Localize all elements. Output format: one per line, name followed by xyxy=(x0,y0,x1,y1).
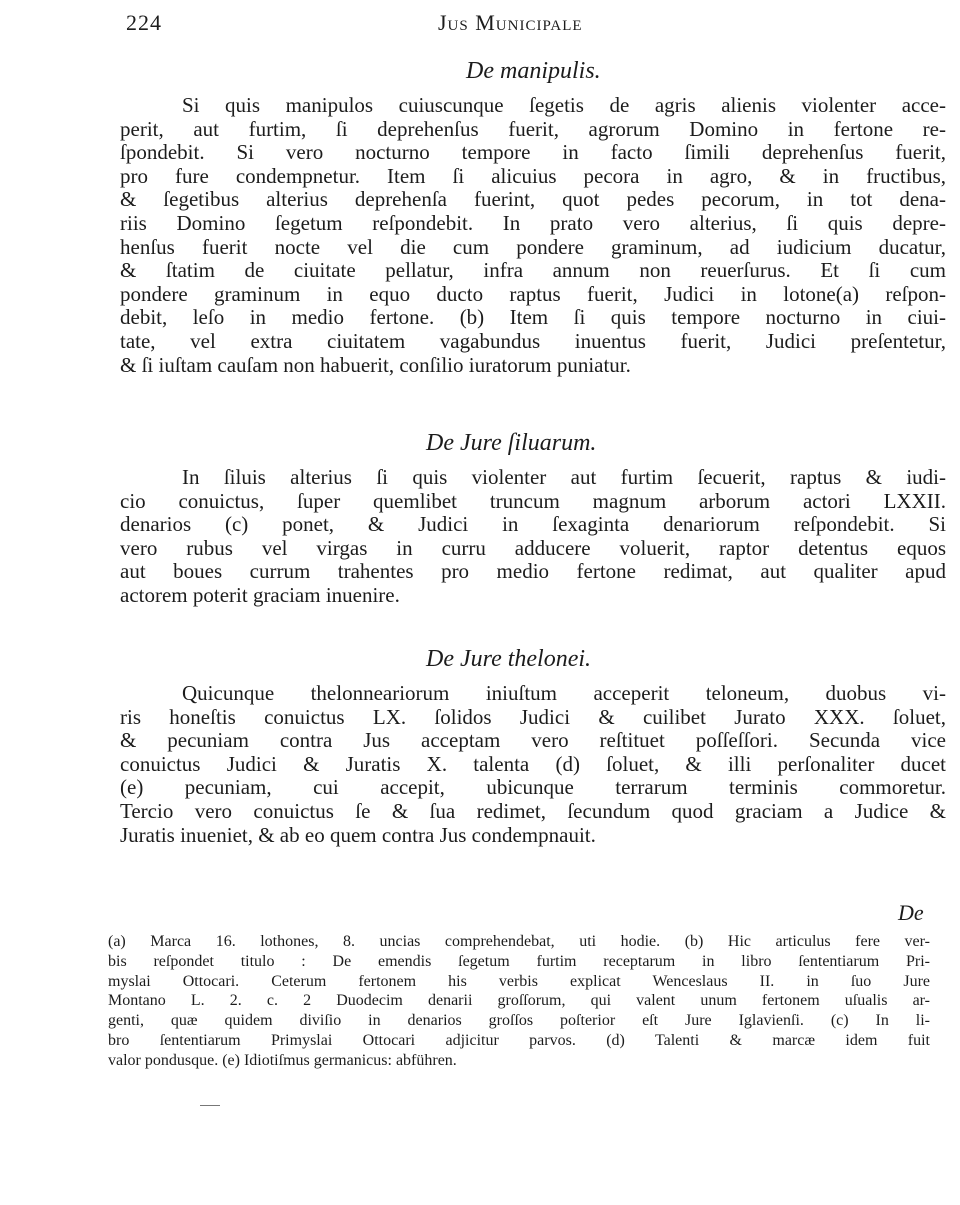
footnote-line: Montano L. 2. c. 2 Duodecim denarii groſſorum, qui valent unum fertonem uſualis ar- xyxy=(108,992,930,1010)
text-line: & ſegetibus alterius deprehenſa fuerint, quot pedes pecorum, in tot dena- xyxy=(120,187,946,212)
footnote-line: valor pondusque. (e) Idiotiſmus germanicus: abführen. xyxy=(108,1051,457,1069)
text-line: pro fure condempnetur. Item ſi alicuius pecora in agro, & in fructibus, xyxy=(120,163,946,188)
footnote-line: bis reſpondet titulo : De emendis ſegetum furtim receptarum in libro ſententiarum Pri- xyxy=(108,952,930,970)
text-line: Tercio vero conuictus ſe & ſua redimet, ſecundum quod graciam a Judice & xyxy=(120,798,946,823)
footnote-line: genti, quæ quidem diviſio in denarios groſſos poſterior eſt Jure Iglavienſi. (c) In li- xyxy=(108,1012,930,1030)
footnote-line: myslai Ottocari. Ceterum fertonem his verbis explicat Wenceslaus II. in ſuo Jure xyxy=(108,972,930,990)
text-line: cio conuictus, ſuper quemlibet truncum magnum arborum actori LXXII. xyxy=(120,488,946,513)
text-line: debit, leſo in medio fertone. (b) Item ſi quis tempore nocturno in ciui- xyxy=(120,305,946,330)
catchword: De xyxy=(898,900,924,925)
footnote-line: bro ſententiarum Primyslai Ottocari adjicitur parvos. (d) Talenti & marcæ idem fuit xyxy=(108,1031,930,1049)
text-line: Juratis inueniet, & ab eo quem contra Jus condempnauit. xyxy=(120,822,596,847)
text-line: henſus fuerit nocte vel die cum pondere graminum, ad iudicium ducatur, xyxy=(120,234,946,259)
text-line: riis Domino ſegetum reſpondebit. In prato vero alterius, ſi quis depre- xyxy=(120,210,946,235)
text-line: & ſi iuſtam cauſam non habuerit, conſilio iuratorum puniatur. xyxy=(120,352,631,377)
text-line: aut boues currum trahentes pro medio fertone redimat, aut qualiter apud xyxy=(120,559,946,584)
text-line: ſpondebit. Si vero nocturno tempore in facto ſimili deprehenſus fuerit, xyxy=(120,140,946,165)
page-header xyxy=(118,10,898,40)
text-line: In ſiluis alterius ſi quis violenter aut furtim ſecuerit, raptus & iudi- xyxy=(182,465,946,489)
running-title: Jus Municipale xyxy=(438,10,583,35)
text-line: (e) pecuniam, cui accepit, ubicunque terrarum terminis commoretur. xyxy=(120,775,946,800)
section-heading-siluarum: De Jure ſiluarum. xyxy=(426,430,597,456)
page-number: 224 xyxy=(126,10,162,35)
footnotes xyxy=(108,932,930,1071)
section-heading-thelonei: De Jure thelonei. xyxy=(426,646,592,672)
text-line: actorem poterit graciam inuenire. xyxy=(120,582,400,607)
text-line: vero rubus vel virgas in curru adducere voluerit, raptor detentus equos xyxy=(120,535,946,560)
text-line: Si quis manipulos cuiuscunque ſegetis de agris alienis violenter acce- xyxy=(182,93,946,117)
text-line: conuictus Judici & Juratis X. talenta (d) ſoluet, & illi perſonaliter ducet xyxy=(120,751,946,776)
text-line: pondere graminum in equo ducto raptus fuerit, Judici in lotone(a) reſpon- xyxy=(120,281,946,306)
text-line: Quicunque thelonneariorum iniuſtum acceperit teloneum, duobus vi- xyxy=(182,681,946,705)
text-line: perit, aut furtim, ſi deprehenſus fuerit, agrorum Domino in fertone re- xyxy=(120,116,946,141)
text-line: ris honeſtis conuictus LX. ſolidos Judici & cuilibet Jurato XXX. ſoluet, xyxy=(120,704,946,729)
text-line: denarios (c) ponet, & Judici in ſexaginta denariorum reſpondebit. Si xyxy=(120,512,946,537)
text-line: & pecuniam contra Jus acceptam vero reſtituet poſſeſſori. Secunda vice xyxy=(120,728,946,753)
stray-mark xyxy=(200,1105,220,1106)
section-heading-manipulis: De manipulis. xyxy=(466,58,601,84)
text-line: & ſtatim de ciuitate pellatur, infra annum non reuerſurus. Et ſi cum xyxy=(120,258,946,283)
footnote-line: (a) Marca 16. lothones, 8. uncias comprehendebat, uti hodie. (b) Hic articulus fere ver- xyxy=(108,933,930,950)
section-body-siluarum xyxy=(120,466,946,608)
section-body-manipulis xyxy=(120,94,946,377)
section-body-thelonei xyxy=(120,682,946,847)
text-line: tate, vel extra ciuitatem vagabundus inuentus fuerit, Judici preſentetur, xyxy=(120,328,946,353)
